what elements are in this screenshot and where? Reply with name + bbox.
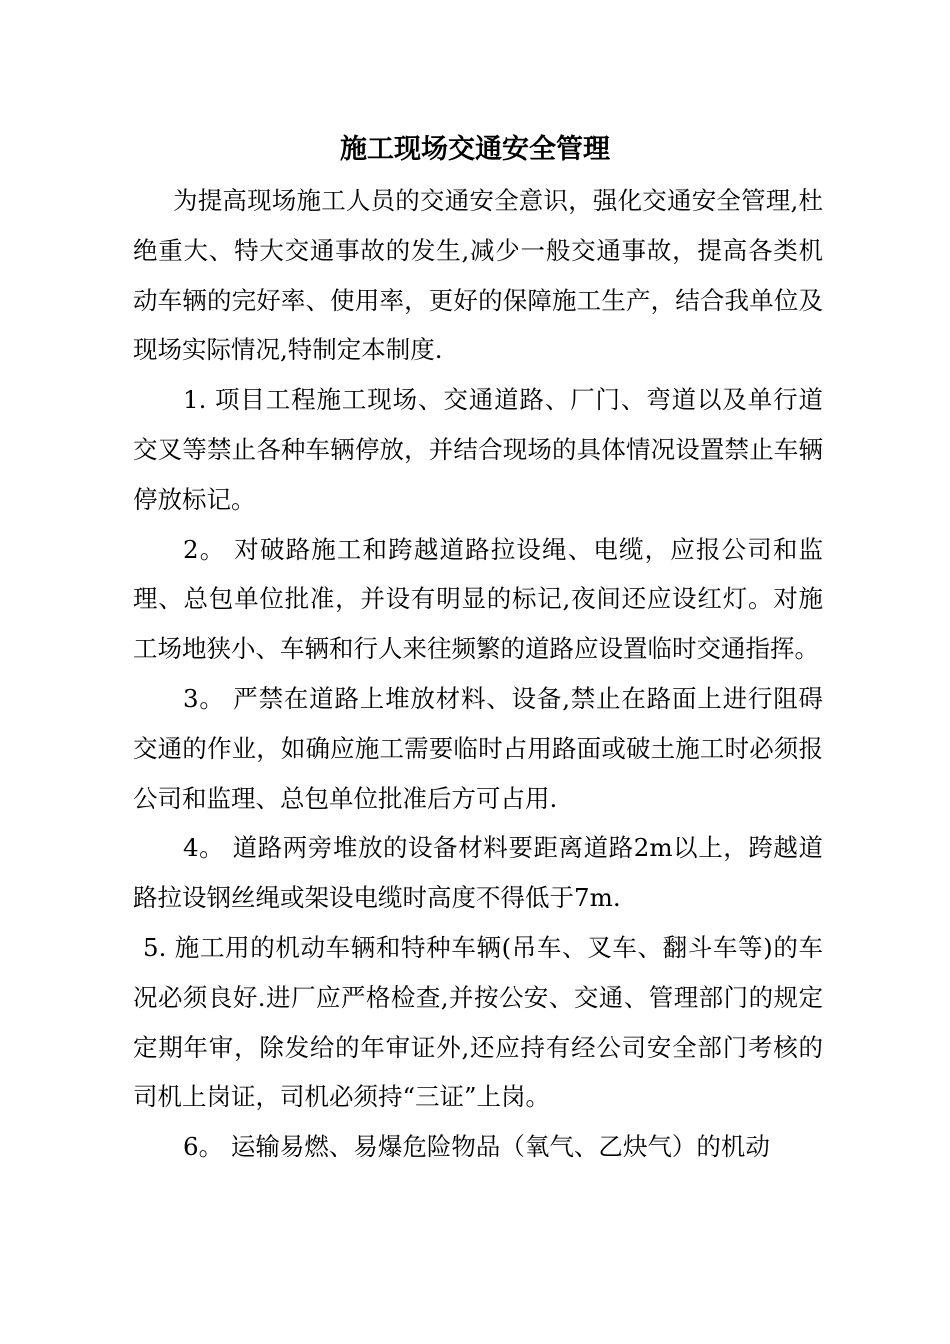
document-body xyxy=(133,176,823,1172)
intro-paragraph: 为提高现场施工人员的交通安全意识，强化交通安全管理,杜绝重大、特大交通事故的发生,减少一般交通事故，提高各类机动车辆的完好率、使用率，更好的保障施工生产，结合我单位及现场实际情况,特制定本制度. xyxy=(133,186,823,365)
rule-paragraph-4: 4。 道路两旁堆放的设备材料要距离道路2m以上，跨越道路拉设钢丝绳或架设电缆时高度不得低于7m. xyxy=(133,833,823,913)
rule-paragraph-2: 2。 对破路施工和跨越道路拉设绳、电缆，应报公司和监理、总包单位批准，并设有明显的标记,夜间还应设红灯。对施工场地狭小、车辆和行人来往频繁的道路应设置临时交通指挥。 xyxy=(133,534,823,664)
rule-paragraph-3: 3。 严禁在道路上堆放材料、设备,禁止在路面上进行阻碍交通的作业，如确应施工需要临时占用路面或破土施工时必须报公司和监理、总包单位批准后方可占用. xyxy=(133,683,823,813)
rule-paragraph-6: 6。 运输易燃、易爆危险物品（氧气、乙炔气）的机动 xyxy=(183,1132,770,1162)
document-title: 施工现场交通安全管理 xyxy=(340,134,610,165)
rule-paragraph-5: 5. 施工用的机动车辆和特种车辆(吊车、叉车、翻斗车等)的车况必须良好.进厂应严格检查,并按公安、交通、管理部门的规定定期年审，除发给的年审证外,还应持有经公司安全部门考核的司机上岗证，司机必须持“三证”上岗。 xyxy=(133,932,823,1112)
rule-paragraph-1: 1. 项目工程施工现场、交通道路、厂门、弯道以及单行道交叉等禁止各种车辆停放，并结合现场的具体情况设置禁止车辆停放标记。 xyxy=(133,385,823,514)
